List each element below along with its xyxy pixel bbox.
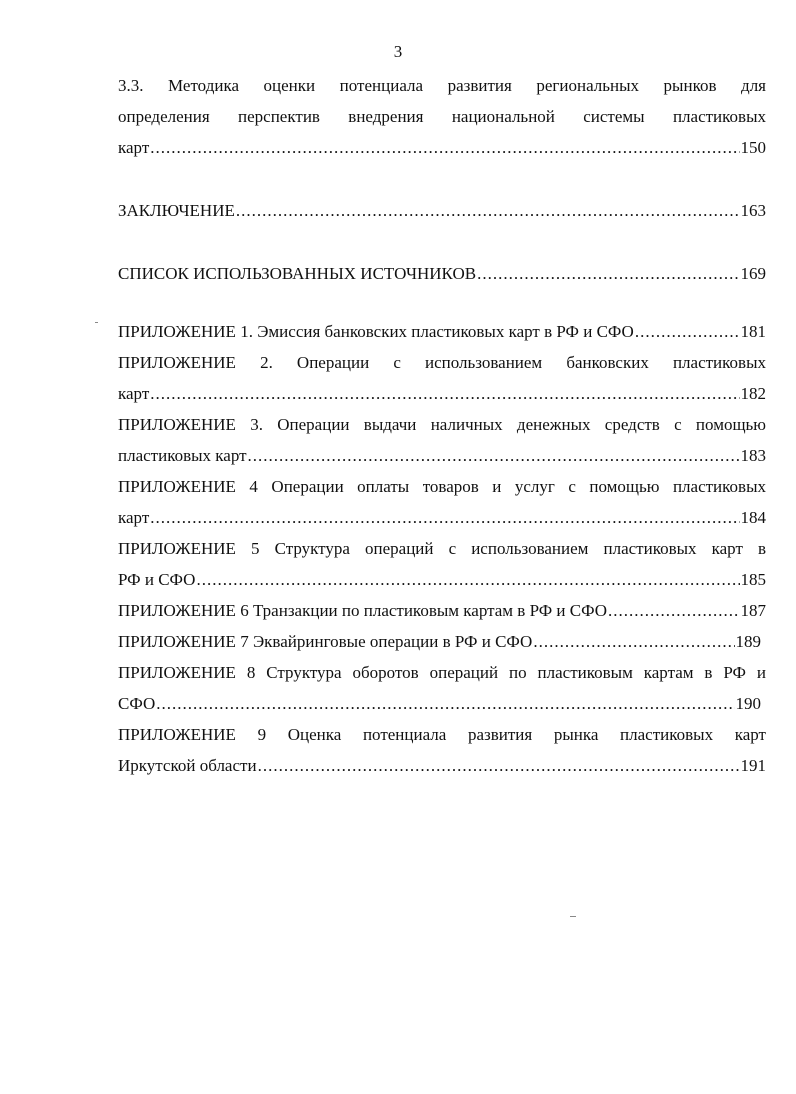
- toc-entry-text-line: ПРИЛОЖЕНИЕ 2. Операции с использованием банковских пластиковых: [118, 353, 766, 372]
- toc-entry-last-line: [118, 440, 766, 471]
- dot-leader: [236, 195, 740, 226]
- toc-entry-text-line: 3.3. Методика оценки потенциала развития региональных рынков для: [118, 76, 766, 95]
- toc-page-number: 187: [740, 601, 766, 620]
- toc-entry-appendix-2: [118, 347, 766, 409]
- toc-entry-appendix-3: [118, 409, 766, 471]
- toc-page-number: 189: [735, 632, 761, 651]
- toc-entry-last-line: [118, 564, 766, 595]
- toc-entry-last-line: [118, 595, 766, 626]
- dot-leader: [150, 502, 739, 533]
- toc-entry-last-line: [118, 688, 761, 719]
- toc-entry-appendix-6: [118, 595, 766, 626]
- dot-leader: [150, 378, 739, 409]
- toc-entry-title-end: карт: [118, 508, 150, 527]
- toc-entry-title: ЗАКЛЮЧЕНИЕ: [118, 201, 235, 220]
- toc-page-number: 185: [740, 570, 766, 589]
- toc-page-number: 184: [740, 508, 766, 527]
- toc-entry-title-end: РФ и СФО: [118, 570, 196, 589]
- toc-page-number: 190: [735, 694, 761, 713]
- toc-entry-title-end: Иркутской области: [118, 756, 257, 775]
- dot-leader: [635, 316, 740, 347]
- toc-page-number: 183: [740, 446, 766, 465]
- toc-entry-last-line: [118, 258, 766, 289]
- toc-entry-title-end: карт: [118, 138, 150, 157]
- page-number: 3: [393, 42, 403, 61]
- toc-entry-title: СПИСОК ИСПОЛЬЗОВАННЫХ ИСТОЧНИКОВ: [118, 264, 477, 283]
- toc-page-number: 181: [740, 322, 766, 341]
- toc-entry-title-end: карт: [118, 384, 150, 403]
- toc-entry-last-line: [118, 626, 761, 657]
- toc-entry-text-line: ПРИЛОЖЕНИЕ 4 Операции оплаты товаров и услуг с помощью пластиковых: [118, 477, 766, 496]
- toc-entry-last-line: [118, 378, 766, 409]
- toc-entry-last-line: [118, 502, 766, 533]
- toc-entry-3-3: [118, 70, 766, 163]
- scan-speck: [95, 322, 98, 323]
- toc-entry-appendix-4: [118, 471, 766, 533]
- toc-entry-text-line: определения перспектив внедрения национальной системы пластиковых: [118, 107, 766, 126]
- toc-entry-text-line: ПРИЛОЖЕНИЕ 3. Операции выдачи наличных денежных средств с помощью: [118, 415, 766, 434]
- scan-speck: [570, 916, 576, 917]
- dot-leader: [258, 750, 740, 781]
- toc-page-number: 163: [740, 201, 766, 220]
- table-of-contents: [118, 70, 766, 781]
- toc-entry-references: [118, 258, 766, 289]
- dot-leader: [156, 688, 734, 719]
- toc-entry-conclusion: [118, 195, 766, 226]
- toc-entry-last-line: [118, 750, 766, 781]
- toc-entry-text-line: ПРИЛОЖЕНИЕ 8 Структура оборотов операций по пластиковым картам в РФ и: [118, 663, 766, 682]
- toc-page-number: 191: [740, 756, 766, 775]
- toc-page-number: 182: [740, 384, 766, 403]
- toc-page-number: 169: [740, 264, 766, 283]
- dot-leader: [196, 564, 739, 595]
- dot-leader: [608, 595, 739, 626]
- dot-leader: [477, 258, 739, 289]
- toc-entry-appendix-7: [118, 626, 761, 657]
- toc-entry-appendix-9: [118, 719, 766, 781]
- dot-leader: [533, 626, 734, 657]
- toc-entry-title-end: СФО: [118, 694, 156, 713]
- toc-page-number: 150: [740, 138, 766, 157]
- toc-entry-appendix-1: [118, 316, 766, 347]
- toc-entry-last-line: [118, 195, 766, 226]
- toc-entry-text-line: ПРИЛОЖЕНИЕ 9 Оценка потенциала развития рынка пластиковых карт: [118, 725, 766, 744]
- toc-entry-appendix-5: [118, 533, 766, 595]
- toc-entry-last-line: [118, 132, 766, 163]
- toc-entry-text-line: ПРИЛОЖЕНИЕ 5 Структура операций с использованием пластиковых карт в: [118, 539, 766, 558]
- dot-leader: [248, 440, 740, 471]
- toc-entry-title: ПРИЛОЖЕНИЕ 6 Транзакции по пластиковым картам в РФ и СФО: [118, 601, 608, 620]
- toc-entry-appendix-8: [118, 657, 766, 719]
- dot-leader: [150, 132, 739, 163]
- toc-entry-title: ПРИЛОЖЕНИЕ 7 Эквайринговые операции в РФ и СФО: [118, 632, 533, 651]
- toc-entry-title-end: пластиковых карт: [118, 446, 247, 465]
- toc-entry-title: ПРИЛОЖЕНИЕ 1. Эмиссия банковских пластиковых карт в РФ и СФО: [118, 322, 634, 341]
- toc-entry-last-line: [118, 316, 766, 347]
